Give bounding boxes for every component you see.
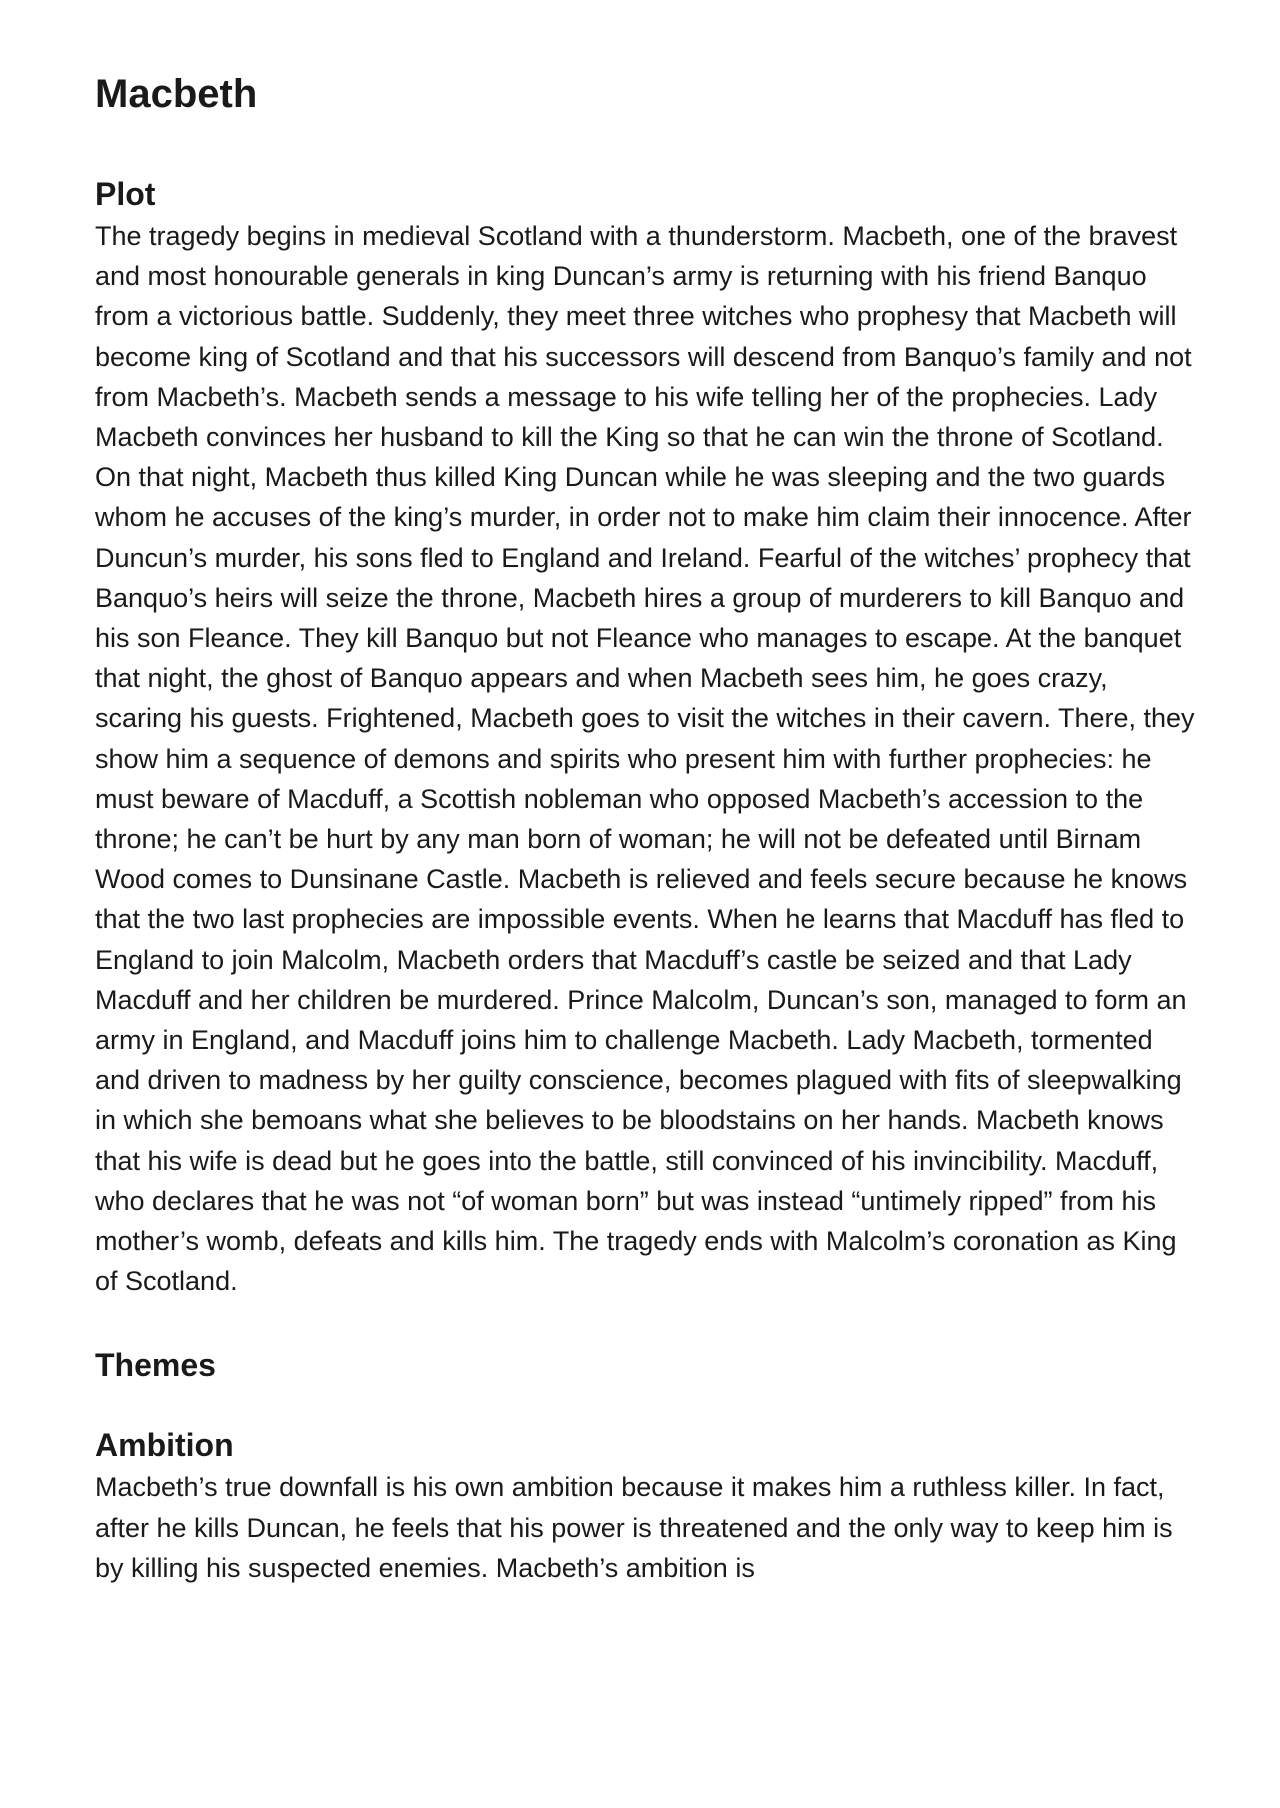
ambition-heading: Ambition xyxy=(95,1427,234,1464)
document-page xyxy=(95,70,1195,1588)
document-title: Macbeth xyxy=(95,72,258,116)
plot-paragraph: The tragedy begins in medieval Scotland with a thunderstorm. Macbeth, one of the bravest and most honourable generals in king Duncan’s army is returning with his friend Banquo from a victorious battle. Suddenly, they meet three witches who prophesy that Macbeth will become king of Scotland and that his successors will descend from Banquo’s family and not from Macbeth’s. Macbeth sends a message to his wife telling her of the prophecies. Lady Macbeth convinces her husband to kill the King so that he can win the throne of Scotland. On that night, Macbeth thus killed King Duncan while he was sleeping and the two guards whom he accuses of the king’s murder, in order not to make him claim their innocence. After Duncun’s murder, his sons fled to England and Ireland. Fearful of the witches’ prophecy that Banquo’s heirs will seize the throne, Macbeth hires a group of murderers to kill Banquo and his son Fleance. They kill Banquo but not Fleance who manages to escape. At the banquet that night, the ghost of Banquo appears and when Macbeth sees him, he goes crazy, scaring his guests. Frightened, Macbeth goes to visit the witches in their cavern. There, they show him a sequence of demons and spirits who present him with further prophecies: he must beware of Macduff, a Scottish nobleman who opposed Macbeth’s accession to the throne; he can’t be hurt by any man born of woman; he will not be defeated until Birnam Wood comes to Dunsinane Castle. Macbeth is relieved and feels secure because he knows that the two last prophecies are impossible events. When he learns that Macduff has fled to England to join Malcolm, Macbeth orders that Macduff’s castle be seized and that Lady Macduff and her children be murdered. Prince Malcolm, Duncan’s son, managed to form an army in England, and Macduff joins him to challenge Macbeth. Lady Macbeth, tormented and driven to madness by her guilty conscience, becomes plagued with fits of sleepwalking in which she bemoans what she believes to be bloodstains on her hands. Macbeth knows that his wife is dead but he goes into the battle, still convinced of his invincibility. Macduff, who declares that he was not “of woman born” but was instead “untimely ripped” from his mother’s womb, defeats and kills him. The tragedy ends with Malcolm’s coronation as King of Scotland. xyxy=(95,221,1195,1297)
plot-heading: Plot xyxy=(95,176,156,212)
ambition-paragraph: Macbeth’s true downfall is his own ambition because it makes him a ruthless killer. In fact, after he kills Duncan, he feels that his power is threatened and the only way to keep him is by killing his suspected enemies. Macbeth’s ambition is xyxy=(95,1472,1173,1583)
themes-heading: Themes xyxy=(95,1347,216,1384)
